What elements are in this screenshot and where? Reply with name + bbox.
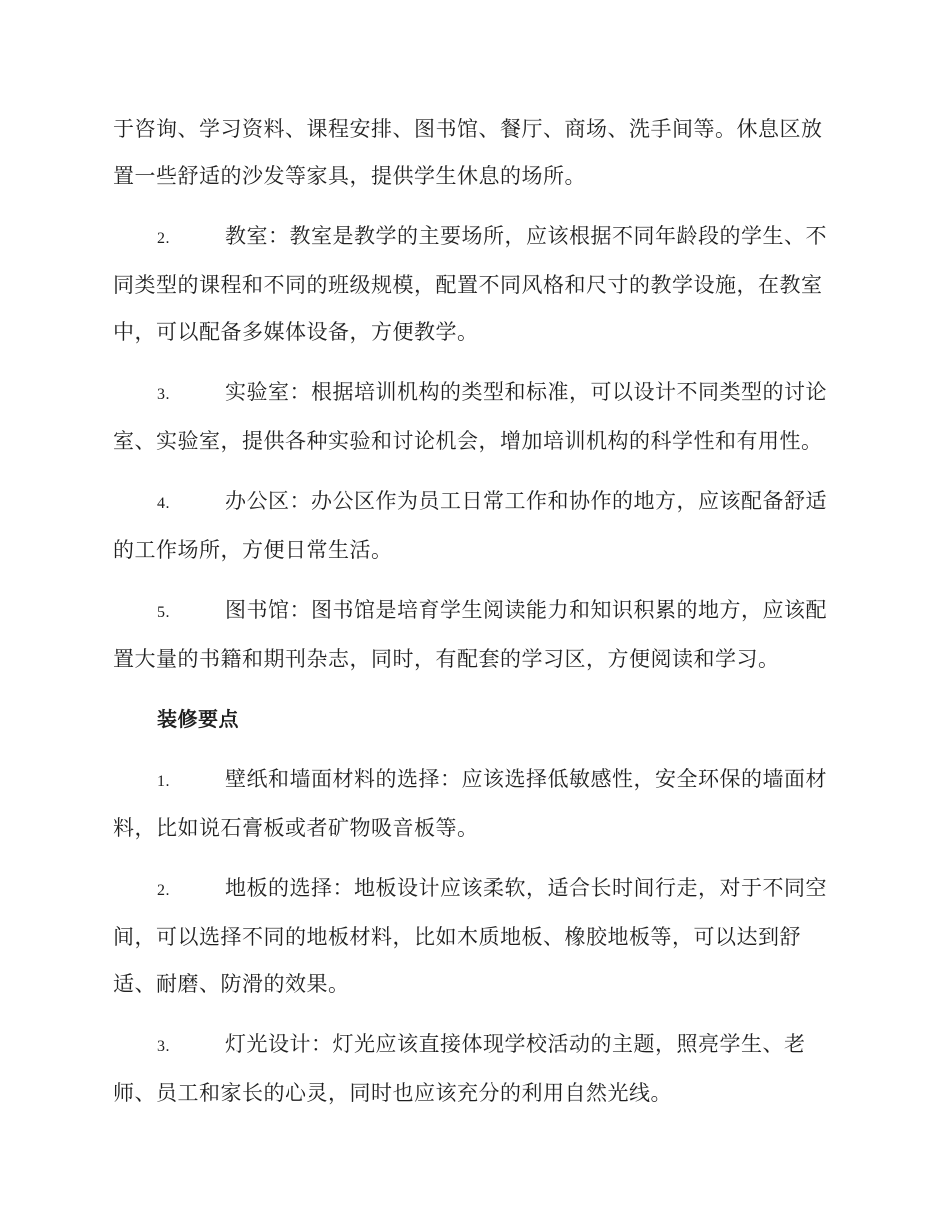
list-item-text: 灯光设计：灯光应该直接体现学校活动的主题，照亮学生、老师、员工和家长的心灵，同时也应该充分的利用自然光线。 [113, 1032, 806, 1105]
list-item-text: 教室：教室是教学的主要场所，应该根据不同年龄段的学生、不同类型的课程和不同的班级规模，配置不同风格和尺寸的教学设施，在教室中，可以配备多媒体设备，方便教学。 [113, 224, 827, 344]
list-item-text: 实验室：根据培训机构的类型和标准，可以设计不同类型的讨论室、实验室，提供各种实验和讨论机会，增加培训机构的科学性和有用性。 [113, 380, 827, 453]
list-item-decor-2 [113, 865, 837, 1008]
list-item-text: 图书馆：图书馆是培育学生阅读能力和知识积累的地方，应该配置大量的书籍和期刊杂志，同时，有配套的学习区，方便阅读和学习。 [113, 598, 827, 671]
list-item-space-4 [113, 478, 837, 574]
list-item-decor-1 [113, 756, 837, 852]
list-item-space-2 [113, 213, 837, 356]
list-number: 3. [157, 1038, 170, 1055]
list-item-space-3 [113, 369, 837, 465]
list-item-decor-3 [113, 1021, 837, 1117]
list-number: 5. [157, 604, 170, 621]
list-number: 4. [157, 495, 170, 512]
list-item-text: 壁纸和墙面材料的选择：应该选择低敏感性，安全环保的墙面材料，比如说石膏板或者矿物吸音板等。 [113, 767, 827, 840]
section-heading: 装修要点 [157, 707, 239, 731]
document-page [113, 106, 837, 1130]
list-number: 2. [157, 230, 170, 247]
list-item-text: 办公区：办公区作为员工日常工作和协作的地方，应该配备舒适的工作场所，方便日常生活。 [113, 489, 827, 562]
list-item-space-5 [113, 587, 837, 683]
list-number: 1. [157, 773, 170, 790]
list-number: 2. [157, 882, 170, 899]
list-item-text: 地板的选择：地板设计应该柔软，适合长时间行走，对于不同空间，可以选择不同的地板材料，比如木质地板、橡胶地板等，可以达到舒适、耐磨、防滑的效果。 [113, 876, 827, 996]
intro-paragraph: 于咨询、学习资料、课程安排、图书馆、餐厅、商场、洗手间等。休息区放置一些舒适的沙发等家具，提供学生休息的场所。 [113, 117, 823, 188]
list-number: 3. [157, 386, 170, 403]
